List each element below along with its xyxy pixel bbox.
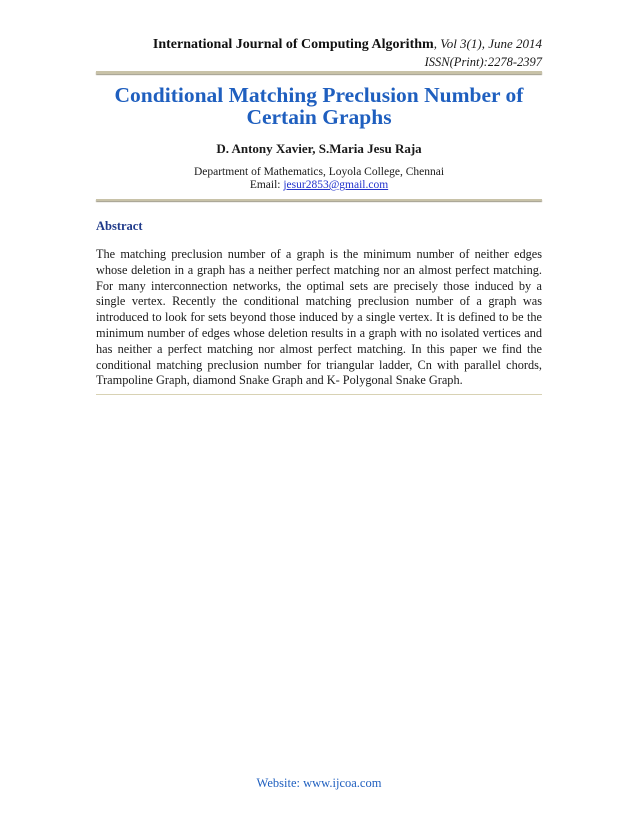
paper-title — [96, 84, 542, 128]
paper-authors: D. Antony Xavier, S.Maria Jesu Raja — [216, 141, 422, 156]
email-line — [96, 179, 542, 192]
section-divider — [96, 199, 542, 201]
journal-header — [153, 36, 542, 53]
abstract-divider — [96, 394, 542, 395]
abstract-heading: Abstract — [96, 219, 143, 233]
email-label: Email: — [249, 179, 284, 191]
header-divider — [96, 71, 542, 74]
affiliation-block — [96, 166, 542, 192]
email-link[interactable]: jesur2853@gmail.com — [283, 179, 389, 191]
journal-issn: ISSN(Print):2278-2397 — [424, 55, 542, 69]
title-line-1: Conditional Matching Preclusion Number of — [114, 83, 524, 107]
journal-name: International Journal of Computing Algorithm — [152, 37, 434, 52]
footer-website: Website: www.ijcoa.com — [256, 776, 382, 790]
journal-volume: , Vol 3(1), June 2014 — [433, 36, 542, 51]
affiliation: Department of Mathematics, Loyola College, Chennai — [193, 166, 445, 178]
abstract-body: The matching preclusion number of a graph is the minimum number of neither edges whose deletion in a graph has a neither perfect matching nor an almost perfect matching. For many interconnection networks, the optimal sets are precisely those induced by a single vertex. Recently the conditional matching preclusion number of a graph was introduced to look for sets beyond those induced by a single vertex. It is defined to be the minimum number of edges whose deletion results in a graph with no isolated vertices and has neither a perfect matching nor almost perfect matching. In this paper we find the conditional matching preclusion number for triangular ladder, Cn with parallel chords, Trampoline Graph, diamond Snake Graph and K- Polygonal Snake Graph. — [96, 247, 542, 388]
title-line-2: Certain Graphs — [246, 105, 392, 129]
